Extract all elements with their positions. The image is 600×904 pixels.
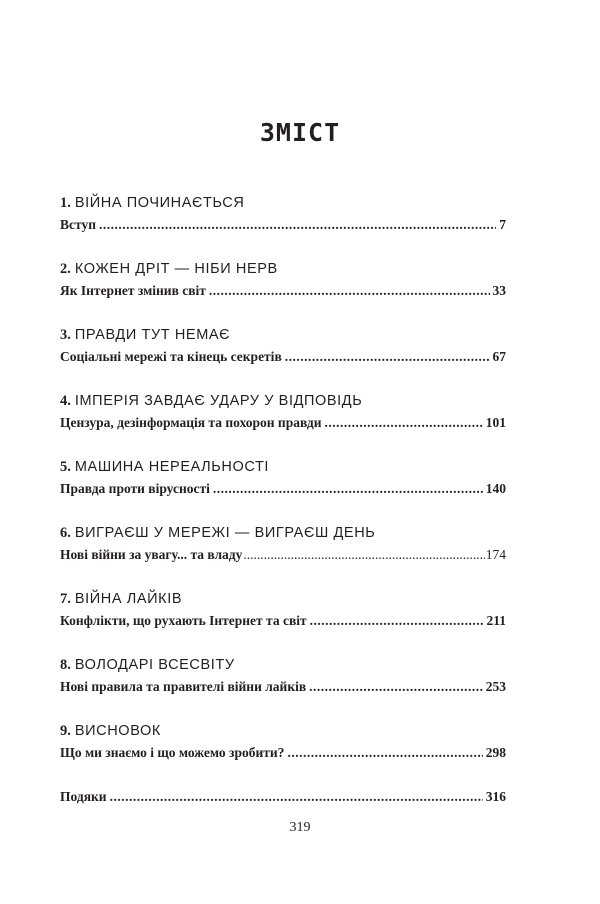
toc-entry-chapter-9 <box>60 723 506 789</box>
chapter-heading <box>60 591 506 613</box>
toc-entry-chapter-5 <box>60 459 506 525</box>
chapter-number: 1. <box>60 195 71 211</box>
chapter-heading <box>60 657 506 679</box>
chapter-number: 2. <box>60 261 71 277</box>
acknowledgements-label: Подяки <box>60 789 107 804</box>
chapter-line <box>60 745 506 767</box>
dot-leader <box>287 745 482 761</box>
page-number: 101 <box>485 415 506 430</box>
chapter-line <box>60 547 506 569</box>
page-number: 140 <box>485 481 506 496</box>
chapter-line <box>60 349 506 371</box>
chapter-heading <box>60 723 506 745</box>
dot-leader <box>325 415 483 431</box>
chapter-heading <box>60 327 506 349</box>
chapter-heading <box>60 459 506 481</box>
chapter-number: 9. <box>60 723 71 739</box>
chapter-title: ІМПЕРІЯ ЗАВДАЄ УДАРУ У ВІДПОВІДЬ <box>74 393 363 409</box>
chapter-number: 5. <box>60 459 71 475</box>
chapter-heading <box>60 195 506 217</box>
toc-entry-chapter-2 <box>60 261 506 327</box>
chapter-line <box>60 481 506 503</box>
toc-entry-chapter-1 <box>60 195 506 261</box>
dot-leader <box>309 679 483 695</box>
chapter-heading <box>60 393 506 415</box>
chapter-number: 7. <box>60 591 71 607</box>
chapter-number: 6. <box>60 525 71 541</box>
toc-entry-chapter-7 <box>60 591 506 657</box>
toc-entry-chapter-3 <box>60 327 506 393</box>
dot-leader <box>209 283 490 299</box>
chapter-number: 3. <box>60 327 71 343</box>
chapter-line <box>60 789 506 811</box>
dot-leader <box>243 547 484 563</box>
folio-page-number: 319 <box>289 820 311 835</box>
chapter-subtitle: Вступ <box>60 217 96 232</box>
chapter-subtitle: Соціальні мережі та кінець секретів <box>60 349 282 364</box>
page-number: 67 <box>492 349 506 364</box>
toc-entry-chapter-8 <box>60 657 506 723</box>
chapter-subtitle: Нові правила та правителі війни лайків <box>60 679 307 694</box>
chapter-subtitle: Що ми знаємо і що можемо зробити? <box>60 745 285 760</box>
chapter-title: КОЖЕН ДРІТ — НІБИ НЕРВ <box>74 261 278 277</box>
page-number: 33 <box>492 283 506 298</box>
chapter-title: ПРАВДИ ТУТ НЕМАЄ <box>74 327 231 343</box>
chapter-title: ВІЙНА ЛАЙКІВ <box>74 591 183 607</box>
chapter-subtitle: Правда проти вірусності <box>60 481 210 496</box>
dot-leader <box>110 789 483 805</box>
chapter-line <box>60 613 506 635</box>
dot-leader <box>285 349 490 365</box>
page-number: 211 <box>486 613 506 628</box>
toc-entry-chapter-4 <box>60 393 506 459</box>
chapter-line <box>60 283 506 305</box>
chapter-title: МАШИНА НЕРЕАЛЬНОСТІ <box>74 459 270 475</box>
chapter-heading <box>60 525 506 547</box>
page-number: 298 <box>485 745 506 760</box>
page-number: 253 <box>485 679 506 694</box>
dot-leader <box>310 613 484 629</box>
page-title: ЗМІСТ <box>259 118 341 147</box>
chapter-subtitle: Конфлікти, що рухають Інтернет та світ <box>60 613 307 628</box>
chapter-subtitle: Як Інтернет змінив світ <box>60 283 206 298</box>
chapter-line <box>60 217 506 239</box>
chapter-title: ВІЙНА ПОЧИНАЄТЬСЯ <box>74 195 245 211</box>
chapter-subtitle: Нові війни за увагу... та владу <box>60 547 243 562</box>
page-number: 174 <box>485 547 506 562</box>
chapter-number: 4. <box>60 393 71 409</box>
chapter-title: ВОЛОДАРІ ВСЕСВІТУ <box>74 657 235 673</box>
chapter-number: 8. <box>60 657 71 673</box>
page-number: 7 <box>499 217 506 232</box>
chapter-title: ВИСНОВОК <box>74 723 161 739</box>
table-of-contents <box>60 195 506 855</box>
dot-leader <box>99 217 496 233</box>
page-number: 316 <box>485 789 506 804</box>
chapter-title: ВИГРАЄШ У МЕРЕЖІ — ВИГРАЄШ ДЕНЬ <box>74 525 376 541</box>
chapter-heading <box>60 261 506 283</box>
chapter-line <box>60 415 506 437</box>
chapter-subtitle: Цензура, дезінформація та похорон правди <box>60 415 322 430</box>
toc-entry-chapter-6 <box>60 525 506 591</box>
dot-leader <box>213 481 483 497</box>
chapter-line <box>60 679 506 701</box>
